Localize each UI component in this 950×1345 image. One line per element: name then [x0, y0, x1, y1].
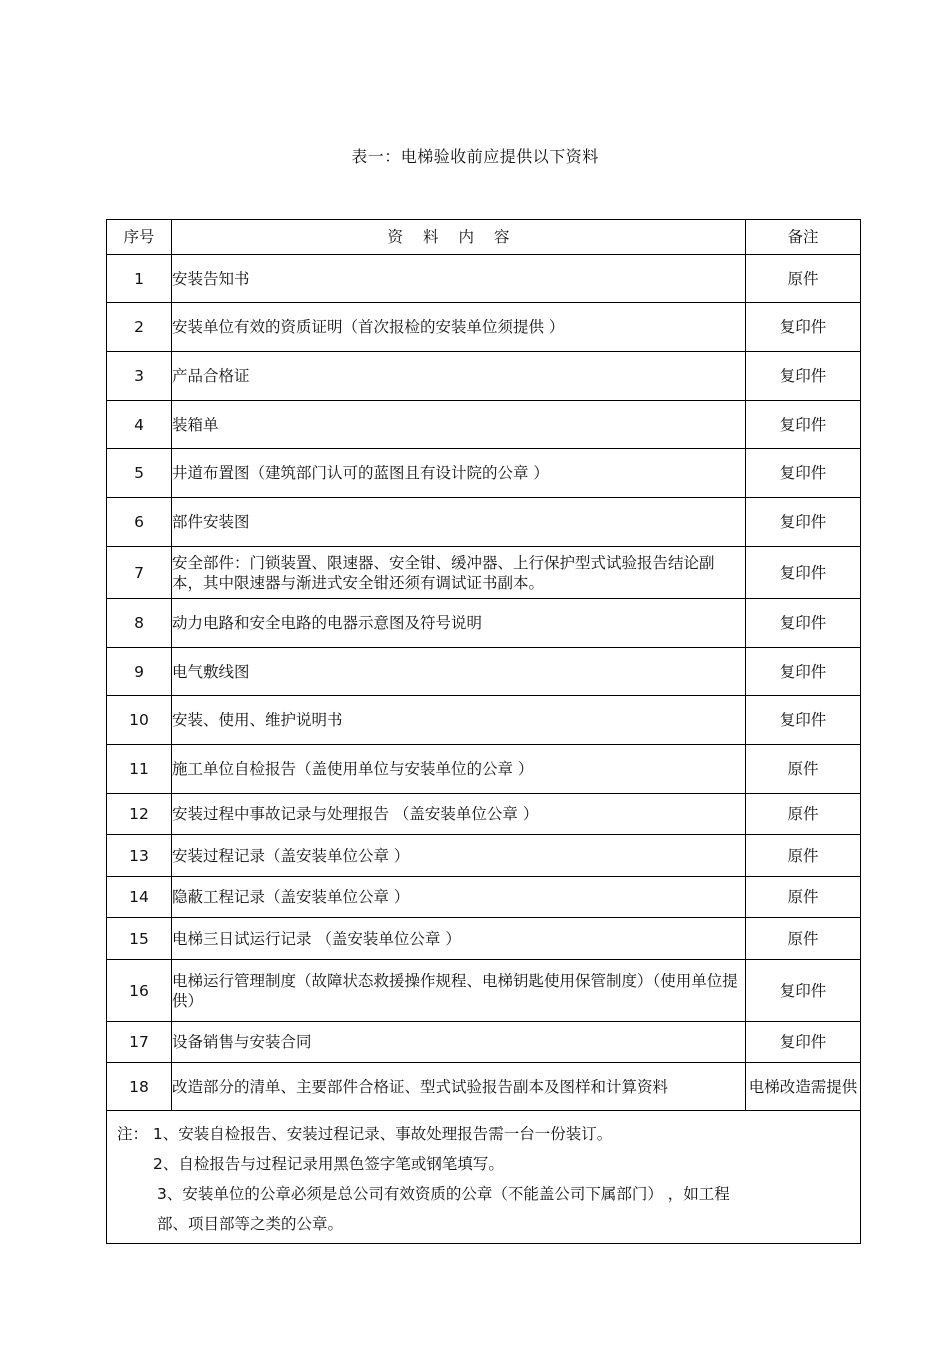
row-note: 复印件 [746, 599, 861, 648]
table-row [107, 498, 861, 547]
row-note: 复印件 [746, 401, 861, 449]
table-row [107, 696, 861, 745]
row-note: 复印件 [746, 498, 861, 547]
table-row [107, 1022, 861, 1063]
row-number: 1 [107, 255, 172, 303]
row-note: 复印件 [746, 1022, 861, 1063]
row-number: 7 [107, 547, 172, 599]
header-no: 序号 [107, 220, 172, 255]
page-title: 表一：电梯验收前应提供以下资料 [351, 147, 599, 166]
table-row [107, 918, 861, 960]
row-number: 9 [107, 648, 172, 696]
row-note: 复印件 [746, 352, 861, 401]
row-note: 原件 [746, 918, 861, 960]
row-content: 产品合格证 [172, 352, 746, 401]
row-content: 安装告知书 [172, 255, 746, 303]
row-number: 11 [107, 745, 172, 794]
note-2: 2、自检报告与过程记录用黑色签字笔或钢笔填写。 [153, 1155, 504, 1173]
row-number: 13 [107, 835, 172, 877]
row-note: 复印件 [746, 449, 861, 498]
row-number: 5 [107, 449, 172, 498]
note-3-continued: 部、项目部等之类的公章。 [157, 1215, 344, 1233]
row-content: 电气敷线图 [172, 648, 746, 696]
table-row [107, 352, 861, 401]
row-number: 3 [107, 352, 172, 401]
table-row [107, 794, 861, 835]
row-number: 12 [107, 794, 172, 835]
row-note: 复印件 [746, 648, 861, 696]
row-content: 安装、使用、维护说明书 [172, 696, 746, 745]
row-note: 原件 [746, 255, 861, 303]
row-note: 复印件 [746, 960, 861, 1022]
row-content: 安装单位有效的资质证明（首次报检的安装单位须提供 ） [172, 303, 746, 352]
row-note: 复印件 [746, 303, 861, 352]
notes-row [107, 1111, 861, 1244]
row-note: 原件 [746, 877, 861, 918]
row-content: 隐蔽工程记录（盖安装单位公章 ） [172, 877, 746, 918]
row-content: 安全部件：门锁装置、限速器、安全钳、缓冲器、上行保护型式试验报告结论副本，其中限速器与渐进式安全钳还须有调试证书副本。 [172, 547, 746, 599]
row-content: 设备销售与安装合同 [172, 1022, 746, 1063]
table-row [107, 401, 861, 449]
row-number: 6 [107, 498, 172, 547]
row-note: 原件 [746, 835, 861, 877]
materials-table [106, 219, 861, 1244]
header-content: 资料内容 [172, 220, 746, 255]
row-number: 2 [107, 303, 172, 352]
table-row [107, 255, 861, 303]
row-note: 原件 [746, 745, 861, 794]
notes-cell [107, 1111, 861, 1244]
row-content: 电梯运行管理制度（故障状态救援操作规程、电梯钥匙使用保管制度）（使用单位提供） [172, 960, 746, 1022]
row-note: 电梯改造需提供 [746, 1063, 861, 1111]
table-header-row [107, 220, 861, 255]
row-number: 14 [107, 877, 172, 918]
table-row [107, 547, 861, 599]
row-content: 电梯三日试运行记录 （盖安装单位公章 ） [172, 918, 746, 960]
row-content: 井道布置图（建筑部门认可的蓝图且有设计院的公章 ） [172, 449, 746, 498]
row-note: 复印件 [746, 696, 861, 745]
row-number: 17 [107, 1022, 172, 1063]
table-row [107, 745, 861, 794]
row-note: 复印件 [746, 547, 861, 599]
row-content: 部件安装图 [172, 498, 746, 547]
table-row [107, 449, 861, 498]
table-row [107, 599, 861, 648]
note-3: 3、安装单位的公章必须是总公司有效资质的公章（不能盖公司下属部门） ，如工程 [157, 1185, 730, 1203]
table-row [107, 877, 861, 918]
row-number: 10 [107, 696, 172, 745]
row-content: 装箱单 [172, 401, 746, 449]
table-body [107, 255, 861, 1111]
row-number: 8 [107, 599, 172, 648]
row-number: 4 [107, 401, 172, 449]
table-row [107, 303, 861, 352]
row-content: 动力电路和安全电路的电器示意图及符号说明 [172, 599, 746, 648]
table-row [107, 648, 861, 696]
table-row [107, 1063, 861, 1111]
row-content: 施工单位自检报告（盖使用单位与安装单位的公章 ） [172, 745, 746, 794]
table-row [107, 960, 861, 1022]
row-number: 15 [107, 918, 172, 960]
table-row [107, 835, 861, 877]
row-content: 安装过程中事故记录与处理报告 （盖安装单位公章 ） [172, 794, 746, 835]
row-note: 原件 [746, 794, 861, 835]
note-1: 注： 1、安装自检报告、安装过程记录、事故处理报告需一台一份装订。 [117, 1125, 613, 1143]
row-number: 16 [107, 960, 172, 1022]
header-note: 备注 [746, 220, 861, 255]
row-content: 安装过程记录（盖安装单位公章 ） [172, 835, 746, 877]
row-content: 改造部分的清单、主要部件合格证、型式试验报告副本及图样和计算资料 [172, 1063, 746, 1111]
row-number: 18 [107, 1063, 172, 1111]
